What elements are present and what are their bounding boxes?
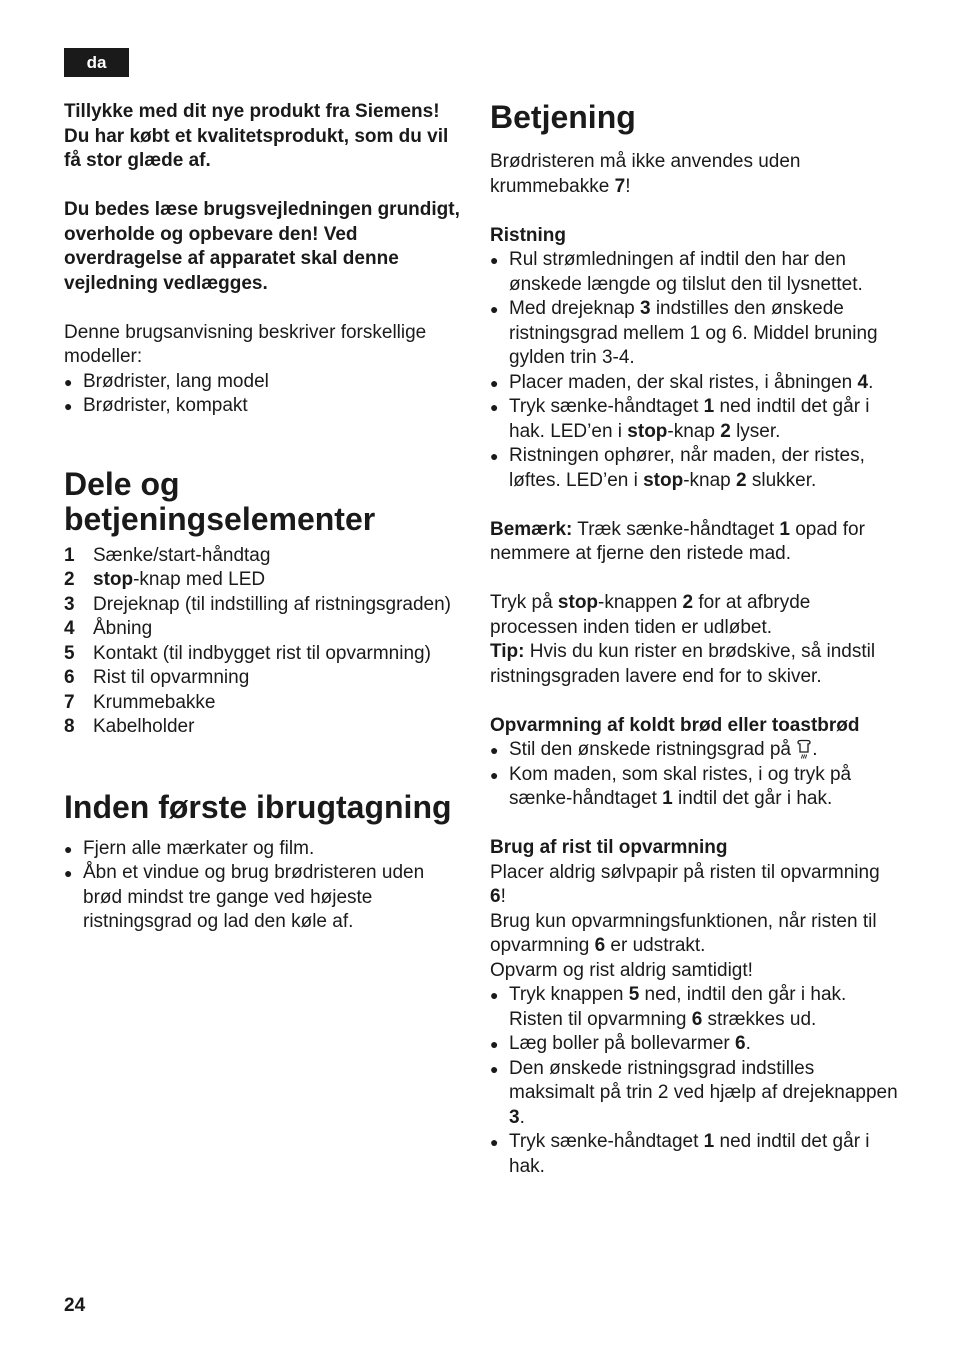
list-item: ● Læg boller på bollevarmer 6. [490, 1032, 900, 1057]
reheat-symbol-icon [796, 739, 812, 759]
list-item: 2 stop-knap med LED [64, 569, 266, 590]
toasting-list [490, 248, 900, 493]
page-number: 24 [64, 1295, 86, 1316]
quality-text: Du har købt et kvalitetsprodukt, som du vil få stor glæde af. [64, 125, 449, 171]
list-item: ● Med drejeknap 3 indstilles den ønskede ristningsgrad mellem 1 og 6. Middel bruning gylden trin 3-4. [490, 297, 900, 371]
reheat-list [490, 738, 900, 812]
language-badge: da [64, 48, 129, 77]
toasting-heading: Ristning [490, 224, 566, 246]
list-item: ● Brødrister, lang model [64, 370, 464, 395]
list-item: 7 Krummebakke [64, 691, 216, 713]
list-item: ● Kom maden, som skal ristes, i og tryk på sænke-håndtaget 1 indtil det går i hak. [490, 763, 900, 812]
list-item: 1 Sænke/start-håndtag [64, 544, 271, 566]
list-item: ● Ristningen ophører, når maden, der ristes, løftes. LED’en i stop-knap 2 slukker. [490, 444, 900, 493]
list-item: 4 Åbning [64, 618, 153, 639]
models-list [64, 370, 464, 419]
list-item: ● Fjern alle mærkater og film. [64, 837, 464, 862]
parts-list [64, 544, 464, 740]
list-item: ● Rul strømledningen af indtil den har den ønskede længde og tilslut den til lysnettet. [490, 248, 900, 297]
list-item: ● Tryk knappen 5 ned, indtil den går i hak. Risten til opvarmning 6 strækkes ud. [490, 983, 900, 1032]
read-manual-notice: Du bedes læse brugsvejledningen grundigt, overholde og opbevare den! Ved overdragelse af apparatet skal denne vejledning vedlægges. [64, 199, 460, 294]
rack-warning: Placer aldrig sølvpapir på risten til opvarmning 6! [490, 861, 880, 907]
list-item: ● Tryk sænke-håndtaget 1 ned indtil det går i hak. LED’en i stop-knap 2 lyser. [490, 395, 900, 444]
first-use-list [64, 837, 464, 935]
list-item: ● Åbn et vindue og brug brødristeren uden brød mindst tre gange ved højeste ristningsgrad og lad den køle af. [64, 861, 464, 935]
list-item: ● Placer maden, der skal ristes, i åbningen 4. [490, 371, 900, 396]
list-item: 5 Kontakt (til indbygget rist til opvarmning) [64, 642, 431, 664]
list-item: 8 Kabelholder [64, 716, 195, 737]
stop-instruction: Tryk på stop-knappen 2 for at afbryde processen inden tiden er udløbet. [490, 592, 811, 638]
right-column [490, 100, 900, 1179]
rack-list [490, 983, 900, 1179]
first-use-heading: Inden første ibrugtagning [64, 788, 452, 825]
reheat-heading: Opvarmning af koldt brød eller toastbrød [490, 714, 860, 736]
operation-heading: Betjening [490, 99, 636, 135]
list-item: ● Den ønskede ristningsgrad indstilles maksimalt på trin 2 ved hjælp af drejeknappen 3. [490, 1057, 900, 1131]
rack-usage-note: Brug kun opvarmningsfunktionen, når risten til opvarmning 6 er udstrakt. [490, 910, 877, 956]
list-item: ● Tryk sænke-håndtaget 1 ned indtil det går i hak. [490, 1130, 900, 1179]
rack-caution: Opvarm og rist aldrig samtidigt! [490, 959, 753, 981]
left-column [64, 100, 464, 935]
list-item: 3 Drejeknap (til indstilling af ristningsgraden) [64, 593, 452, 615]
rack-heading: Brug af rist til opvarmning [490, 837, 728, 858]
crumb-tray-notice: Brødristeren må ikke anvendes uden krummebakke 7! [490, 151, 801, 197]
models-intro: Denne brugsanvisning beskriver forskellige modeller: [64, 321, 427, 367]
congrats-text: Tillykke med dit nye produkt fra Siemens! [64, 101, 440, 122]
list-item: ● Stil den ønskede ristningsgrad på . [490, 738, 900, 763]
parts-heading: Dele og betjeningselementer [64, 465, 376, 537]
tip-text: Tip: Hvis du kun rister en brødskive, så indstil ristningsgraden lavere end for to skiver. [490, 641, 876, 687]
list-item: 6 Rist til opvarmning [64, 667, 250, 688]
list-item: ● Brødrister, kompakt [64, 394, 464, 419]
note-text: Bemærk: Træk sænke-håndtaget 1 opad for nemmere at fjerne den ristede mad. [490, 518, 865, 564]
